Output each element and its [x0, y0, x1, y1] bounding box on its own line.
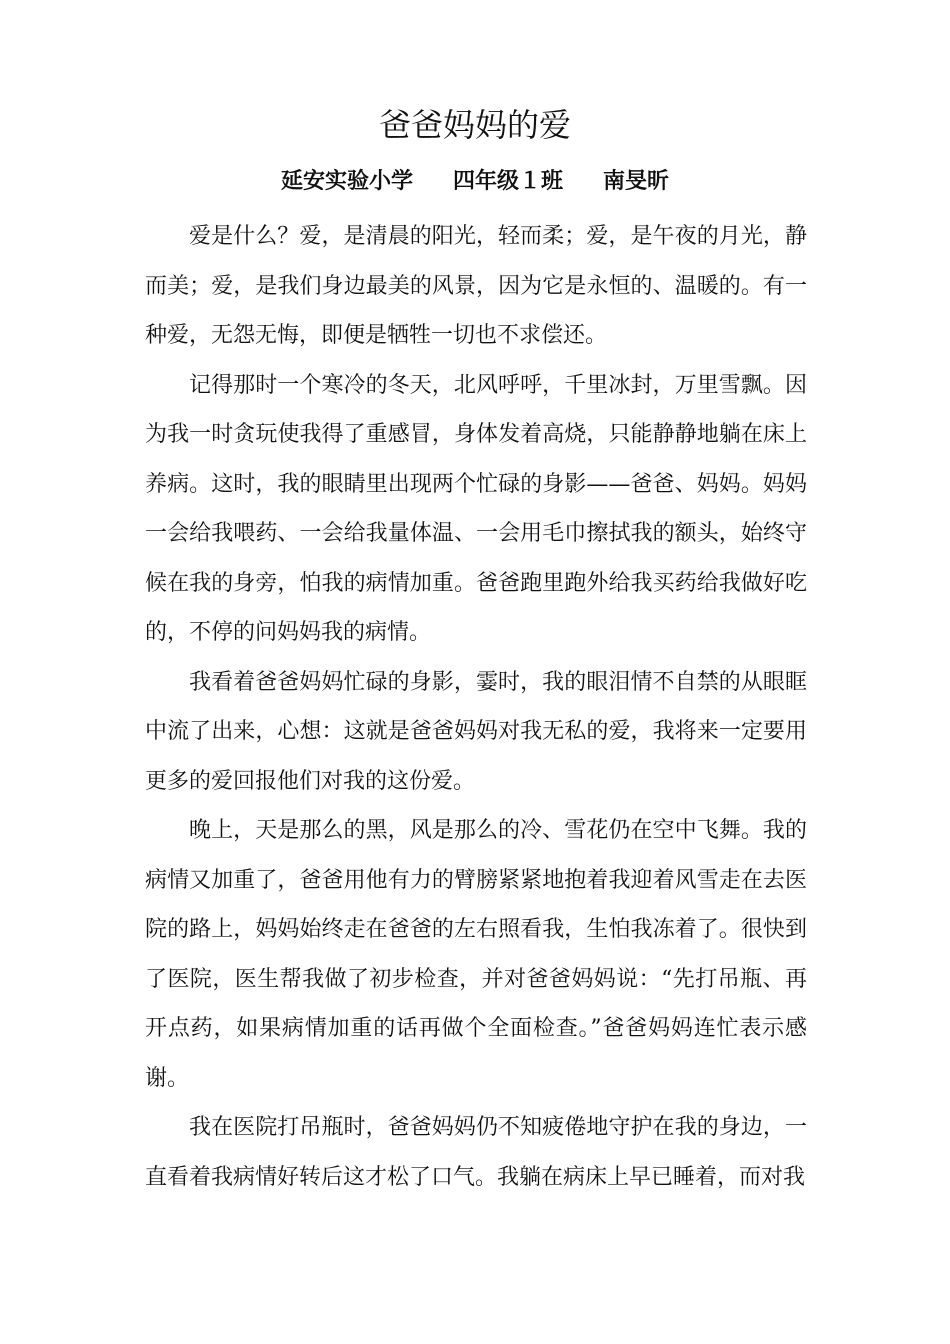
paragraph: 爱是什么？爱，是清晨的阳光，轻而柔；爱，是午夜的月光，静而美；爱，是我们身边最美的风景，因为它是永恒的、温暖的。有一种爱，无怨无悔，即便是牺牲一切也不求偿还。: [145, 224, 807, 348]
paragraph: 晚上，天是那么的黑，风是那么的冷、雪花仍在空中飞舞。我的病情又加重了，爸爸用他有力的臂膀紧紧地抱着我迎着风雪走在去医院的路上，妈妈始终走在爸爸的左右照看我，生怕我冻着了。很快到了医院，医生帮我做了初步检查，并对爸爸妈妈说：“先打吊瓶、再开点药，如果病情加重的话再做个全面检查。”爸爸妈妈连忙表示感谢。: [145, 818, 807, 1091]
byline-school: 延安实验小学: [280, 169, 413, 194]
byline-author: 南旻昕: [603, 169, 670, 194]
paragraph: 我在医院打吊瓶时，爸爸妈妈仍不知疲倦地守护在我的身边，一直看着我病情好转后这才松了口气。我躺在病床上早已睡着，而对我: [145, 1115, 807, 1190]
paragraph: 记得那时一个寒冷的冬天，北风呼呼，千里冰封，万里雪飘。因为我一时贪玩使我得了重感冒，身体发着高烧，只能静静地躺在床上养病。这时，我的眼睛里出现两个忙碌的身影——爸爸、妈妈。妈妈一会给我喂药、一会给我量体温、一会用毛巾擦拭我的额头，始终守候在我的身旁，怕我的病情加重。爸爸跑里跑外给我买药给我做好吃的，不停的问妈妈我的病情。: [145, 372, 807, 645]
document-title: 爸爸妈妈的爱: [378, 106, 571, 144]
body-text: [145, 212, 807, 1202]
byline-class: 四年级１班: [452, 169, 563, 194]
byline: [0, 164, 950, 200]
paragraph: 我看着爸爸妈妈忙碌的身影，霎时，我的眼泪情不自禁的从眼眶中流了出来，心想：这就是爸爸妈妈对我无私的爱，我将来一定要用更多的爱回报他们对我的这份爱。: [145, 669, 807, 794]
